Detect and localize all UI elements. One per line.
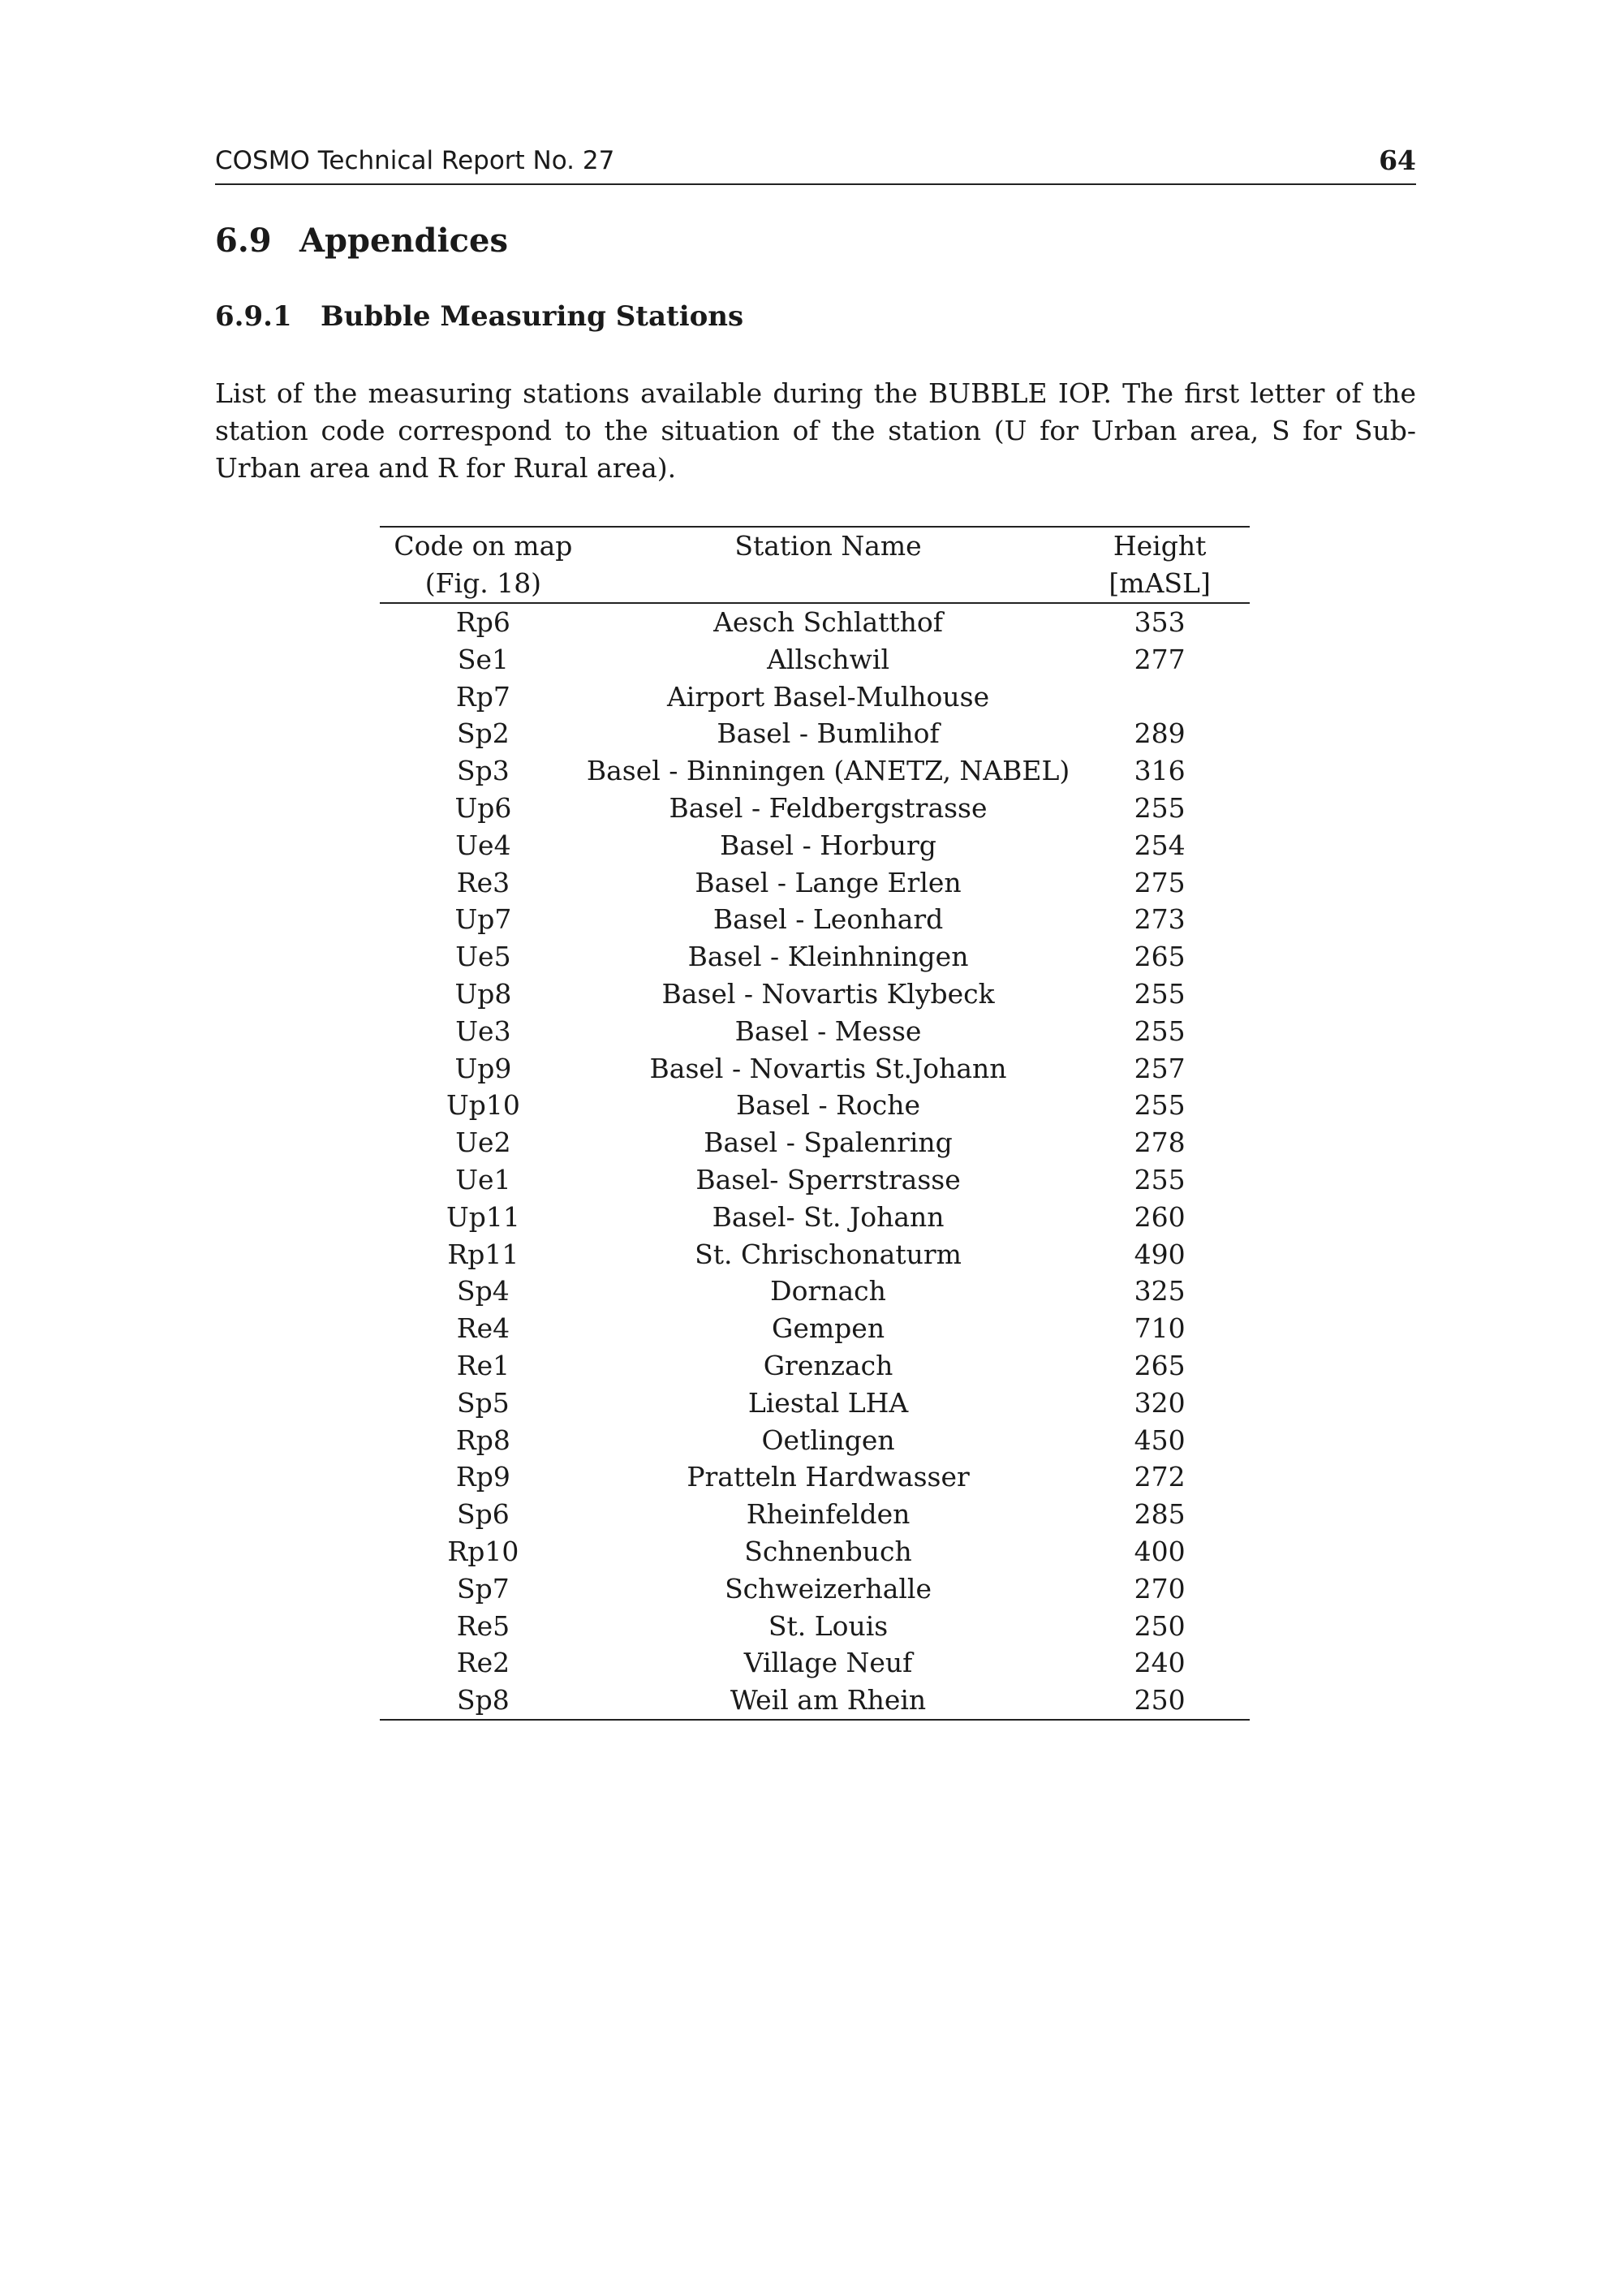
- station-code: Sp4: [457, 1275, 510, 1307]
- table-row: [380, 901, 1250, 938]
- station-code: Ue5: [455, 941, 511, 973]
- station-height: 240: [1134, 1647, 1186, 1679]
- station-code: Up7: [454, 903, 512, 936]
- station-code: Ue2: [455, 1126, 511, 1159]
- station-height: 255: [1134, 1163, 1186, 1195]
- station-height: 255: [1134, 1089, 1186, 1122]
- table-row: [380, 1236, 1250, 1273]
- table-row: [380, 1496, 1250, 1533]
- station-name: Basel- St. Johann: [712, 1200, 945, 1233]
- station-name: Liestal LHA: [747, 1386, 909, 1419]
- station-code: Sp6: [457, 1498, 510, 1531]
- station-name: Basel - Kleinhningen: [687, 941, 969, 973]
- subsection-heading: [215, 299, 743, 334]
- station-name: Pratteln Hardwasser: [687, 1461, 970, 1493]
- station-name: Aesch Schlatthof: [713, 606, 944, 638]
- section-number: 6.9: [215, 222, 272, 260]
- table-row: [380, 1608, 1250, 1645]
- table-row: [380, 678, 1250, 716]
- station-code: Rp8: [455, 1424, 510, 1456]
- station-height: 325: [1134, 1275, 1186, 1307]
- header-name-empty: [587, 565, 1070, 603]
- station-height: 257: [1134, 1052, 1186, 1084]
- station-code: Rp10: [447, 1535, 519, 1567]
- table-row: [380, 1199, 1250, 1236]
- report-title: COSMO Technical Report No. 27: [215, 146, 615, 175]
- station-height: 255: [1134, 1014, 1186, 1047]
- station-name: Basel - Novartis St.Johann: [649, 1052, 1007, 1084]
- table-row: [380, 641, 1250, 678]
- table-row: [380, 1644, 1250, 1682]
- station-name: Basel - Lange Erlen: [695, 866, 962, 898]
- station-name: St. Chrischonaturm: [695, 1238, 962, 1270]
- subsection-number: 6.9.1: [215, 300, 292, 333]
- table-row: [380, 938, 1250, 976]
- station-name: Basel - Binningen (ANETZ, NABEL): [586, 755, 1070, 787]
- station-code: Up6: [454, 791, 512, 824]
- station-height: 400: [1134, 1535, 1186, 1567]
- station-code: Ue3: [455, 1014, 511, 1047]
- station-height: 255: [1134, 977, 1186, 1010]
- table-row: [380, 1458, 1250, 1496]
- station-name: Basel - Roche: [736, 1089, 921, 1122]
- station-name: Schnenbuch: [744, 1535, 912, 1567]
- header-code: Code on map: [394, 530, 573, 562]
- station-code: Sp8: [457, 1684, 510, 1717]
- station-height: 250: [1134, 1609, 1186, 1642]
- station-name: Basel- Sperrstrasse: [695, 1163, 961, 1195]
- page-header: [215, 144, 1416, 185]
- header-height-unit: [mASL]: [1109, 567, 1211, 599]
- section-heading: [215, 221, 508, 261]
- station-code: Re3: [456, 866, 510, 898]
- station-height: 272: [1134, 1461, 1186, 1493]
- table-row: [380, 1422, 1250, 1459]
- table-row: [380, 790, 1250, 827]
- station-height: 320: [1134, 1386, 1186, 1419]
- station-name: Dornach: [770, 1275, 886, 1307]
- station-code: Sp7: [457, 1572, 510, 1605]
- page-number: 64: [1379, 144, 1416, 176]
- station-height: 710: [1134, 1312, 1186, 1345]
- station-height: 450: [1134, 1424, 1186, 1456]
- table-row: [380, 715, 1250, 752]
- station-code: Up11: [446, 1200, 520, 1233]
- header-height: Height: [1113, 530, 1207, 562]
- table-header: [380, 528, 1250, 603]
- table-row: [380, 1273, 1250, 1310]
- station-height: 273: [1134, 903, 1186, 936]
- station-code: Up10: [446, 1089, 520, 1122]
- station-height: 265: [1134, 1349, 1186, 1381]
- table-body: [380, 603, 1250, 1719]
- station-name: Village Neuf: [743, 1647, 913, 1679]
- station-code: Ue1: [455, 1163, 511, 1195]
- station-name: Basel - Leonhard: [712, 903, 944, 936]
- station-code: Up8: [454, 977, 512, 1010]
- station-height: 255: [1134, 791, 1186, 824]
- station-code: Sp2: [457, 717, 510, 750]
- station-height: 289: [1134, 717, 1186, 750]
- table-row: [380, 1385, 1250, 1422]
- table-row: [380, 752, 1250, 790]
- station-code: Re5: [456, 1609, 510, 1642]
- station-height: 285: [1134, 1498, 1186, 1531]
- station-height: 275: [1134, 866, 1186, 898]
- station-name: Basel - Feldbergstrasse: [669, 791, 988, 824]
- station-height: 265: [1134, 941, 1186, 973]
- table-row: [380, 1682, 1250, 1719]
- table-row: [380, 1533, 1250, 1570]
- station-height: 260: [1134, 1200, 1186, 1233]
- header-code-ref: (Fig. 18): [424, 567, 542, 599]
- station-height: 353: [1134, 606, 1186, 638]
- station-name: Schweizerhalle: [725, 1572, 932, 1605]
- station-name: Gempen: [772, 1312, 885, 1345]
- table-row: [380, 603, 1250, 641]
- station-height: [1070, 678, 1250, 716]
- station-code: Rp6: [455, 606, 510, 638]
- station-code: Re4: [456, 1312, 510, 1345]
- table-row: [380, 1124, 1250, 1161]
- intro-paragraph: List of the measuring stations available during the BUBBLE IOP. The first letter of the station code correspond to the situation of the station (U for Urban area, S for Sub-Urban area and R for Rural area).: [215, 377, 1416, 484]
- station-height: 278: [1134, 1126, 1186, 1159]
- station-name: Rheinfelden: [746, 1498, 911, 1531]
- station-height: 254: [1134, 829, 1186, 861]
- station-name: Basel - Messe: [734, 1014, 922, 1047]
- station-name: Basel - Horburg: [720, 829, 936, 861]
- station-height: 316: [1134, 755, 1186, 787]
- station-name: St. Louis: [768, 1609, 889, 1642]
- table-row: [380, 1013, 1250, 1050]
- station-code: Sp5: [457, 1386, 510, 1419]
- station-height: 250: [1134, 1684, 1186, 1717]
- station-code: Rp9: [455, 1461, 510, 1493]
- table-row: [380, 1050, 1250, 1088]
- station-name: Basel - Novartis Klybeck: [661, 977, 995, 1010]
- station-name: Basel - Bumlihof: [717, 717, 940, 750]
- station-code: Rp11: [447, 1238, 519, 1270]
- station-name: Allschwil: [767, 643, 890, 675]
- station-name: Weil am Rhein: [730, 1684, 927, 1717]
- section-title: Appendices: [299, 222, 508, 260]
- table-row: [380, 1570, 1250, 1608]
- station-code: Re1: [456, 1349, 510, 1381]
- station-height: 277: [1134, 643, 1186, 675]
- table-row: [380, 864, 1250, 902]
- station-code: Up9: [454, 1052, 512, 1084]
- station-name: Basel - Spalenring: [704, 1126, 953, 1159]
- station-code: Re2: [456, 1647, 510, 1679]
- station-name: Airport Basel-Mulhouse: [666, 680, 990, 713]
- table-row: [380, 1347, 1250, 1385]
- table-row: [380, 827, 1250, 864]
- station-name: Grenzach: [763, 1349, 893, 1381]
- table-row: [380, 1087, 1250, 1124]
- header-name: Station Name: [734, 530, 922, 562]
- stations-table: [380, 526, 1250, 1721]
- station-height: 270: [1134, 1572, 1186, 1605]
- station-height: 490: [1134, 1238, 1186, 1270]
- subsection-title: Bubble Measuring Stations: [321, 300, 744, 333]
- table-row: [380, 1161, 1250, 1199]
- station-code: Se1: [457, 643, 509, 675]
- table-row: [380, 1310, 1250, 1347]
- station-code: Rp7: [455, 680, 510, 713]
- station-code: Ue4: [455, 829, 511, 861]
- station-code: Sp3: [457, 755, 510, 787]
- station-name: Oetlingen: [761, 1424, 895, 1456]
- table-row: [380, 976, 1250, 1013]
